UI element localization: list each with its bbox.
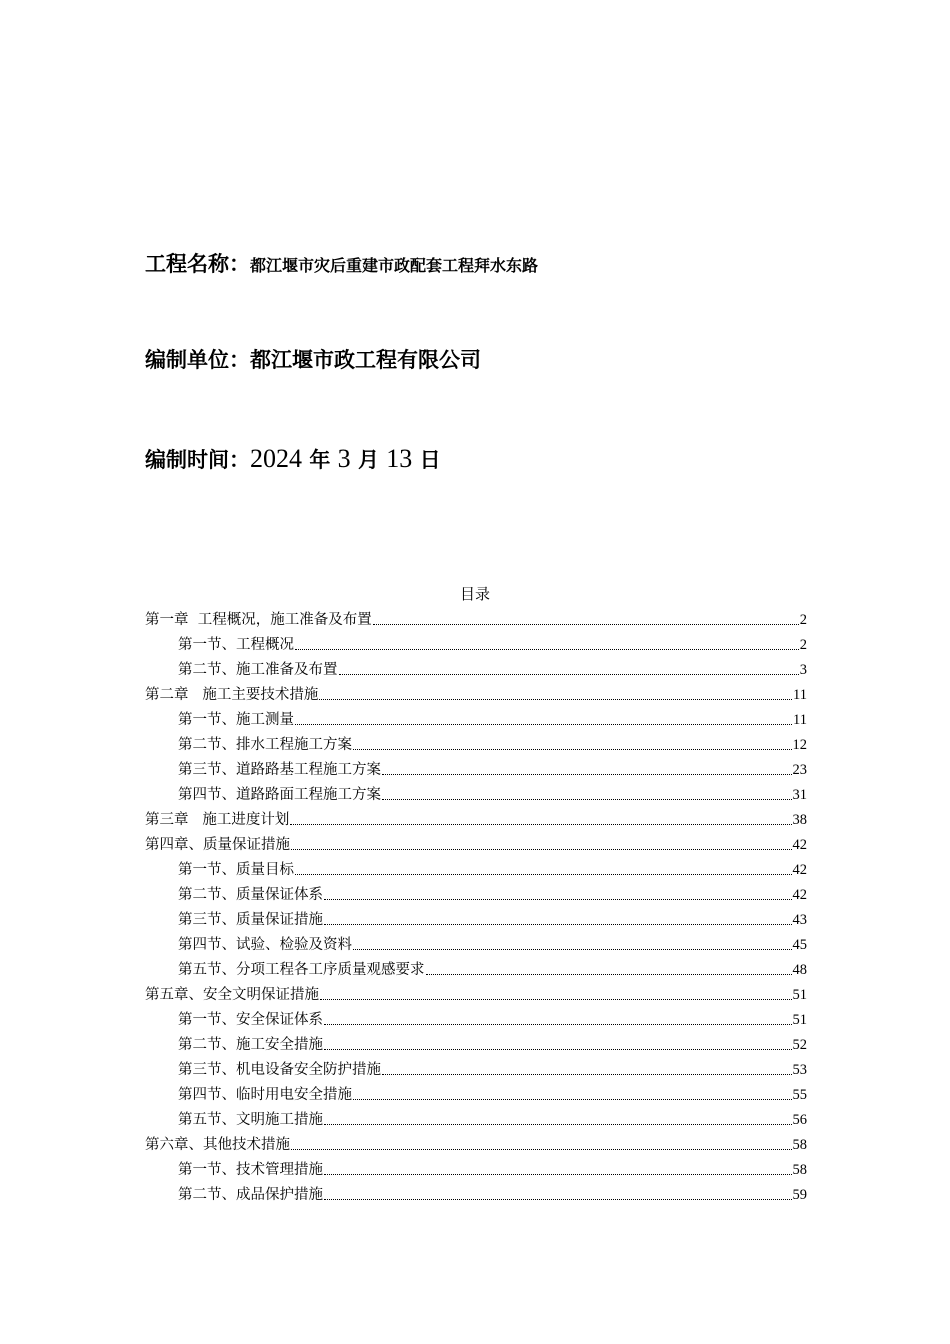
toc-entry-section[interactable] (145, 855, 807, 880)
toc-entry-page: 31 (792, 787, 807, 803)
toc-entry-text: 第三节、质量保证措施 (178, 912, 323, 928)
toc-entry-section[interactable] (145, 880, 807, 905)
toc-leader-dots (373, 624, 799, 625)
toc-entry-section[interactable] (145, 1055, 807, 1080)
toc-leader-dots (353, 749, 792, 750)
compiling-time-value (250, 444, 441, 473)
toc-entry-section[interactable] (145, 1105, 807, 1130)
toc-entry-chapter[interactable] (145, 830, 807, 855)
compiling-unit-row (145, 344, 481, 374)
toc-entry-page: 45 (792, 937, 807, 953)
toc-leader-dots (324, 1049, 792, 1050)
toc-entry-page: 52 (792, 1037, 807, 1053)
toc-entry-text: 第一节、工程概况 (178, 637, 294, 653)
toc-leader-dots (324, 1174, 792, 1175)
toc-entry-page: 53 (792, 1062, 807, 1078)
toc-entry-page: 42 (792, 837, 807, 853)
toc-entry-section[interactable] (145, 730, 807, 755)
toc-entry-text: 第二节、排水工程施工方案 (178, 737, 352, 753)
toc-entry-section[interactable] (145, 955, 807, 980)
date-month: 3 (337, 444, 351, 473)
toc-entry-chapter[interactable] (145, 980, 807, 1005)
toc-entry-section[interactable] (145, 655, 807, 680)
compiling-time-row (145, 444, 441, 474)
toc-entry-page: 48 (792, 962, 807, 978)
date-day-suffix: 日 (419, 448, 441, 472)
toc-entry-section[interactable] (145, 755, 807, 780)
toc-entry-section[interactable] (145, 1030, 807, 1055)
toc-leader-dots (291, 849, 792, 850)
project-name-label: 工程名称： (145, 252, 250, 276)
toc-title: 目录 (459, 585, 490, 603)
toc-entry-text: 第五节、文明施工措施 (178, 1112, 323, 1128)
toc-leader-dots (324, 899, 792, 900)
compiling-unit-value: 都江堰市政工程有限公司 (250, 348, 481, 372)
toc-entry-text: 第四节、临时用电安全措施 (178, 1087, 352, 1103)
toc-entry-page: 58 (792, 1137, 807, 1153)
date-day: 13 (386, 444, 413, 473)
toc-entry-text: 第四节、试验、检验及资料 (178, 937, 352, 953)
toc-entry-page: 2 (799, 612, 807, 628)
toc-entry-text: 第一节、质量目标 (178, 862, 294, 878)
toc-entry-page: 43 (792, 912, 807, 928)
compiling-time-label: 编制时间： (145, 448, 250, 472)
toc-leader-dots (295, 874, 792, 875)
toc-entry-text: 第四节、道路路面工程施工方案 (178, 787, 381, 803)
toc-entry-page: 38 (792, 812, 807, 828)
toc-entry-page: 42 (792, 862, 807, 878)
date-year: 2024 (250, 444, 302, 473)
toc-entry-text: 第一章 工程概况，施工准备及布置 (145, 612, 372, 628)
toc-leader-dots (291, 1149, 792, 1150)
toc-entry-text: 第五章、安全文明保证措施 (145, 987, 319, 1003)
toc-entry-section[interactable] (145, 780, 807, 805)
toc-entry-text: 第二节、质量保证体系 (178, 887, 323, 903)
toc-entry-text: 第四章、质量保证措施 (145, 837, 290, 853)
toc-leader-dots (324, 1199, 792, 1200)
toc-entry-page: 11 (793, 712, 807, 728)
toc-entry-page: 2 (799, 637, 807, 653)
toc-entry-text: 第三章 施工进度计划 (145, 812, 290, 828)
toc-entry-section[interactable] (145, 1080, 807, 1105)
toc-entry-page: 56 (792, 1112, 807, 1128)
toc-entry-chapter[interactable] (145, 1130, 807, 1155)
toc-entry-text: 第二节、施工准备及布置 (178, 662, 338, 678)
toc-leader-dots (382, 774, 792, 775)
toc-entry-page: 59 (792, 1187, 807, 1203)
toc-entry-section[interactable] (145, 1005, 807, 1030)
toc-entry-page: 23 (792, 762, 807, 778)
toc-entry-section[interactable] (145, 930, 807, 955)
toc-leader-dots (353, 949, 792, 950)
project-name-value: 都江堰市灾后重建市政配套工程拜水东路 (250, 256, 539, 275)
date-month-suffix: 月 (357, 448, 379, 472)
toc-entry-text: 第六章、其他技术措施 (145, 1137, 290, 1153)
toc-entry-text: 第三节、机电设备安全防护措施 (178, 1062, 381, 1078)
toc-leader-dots (295, 724, 792, 725)
toc-leader-dots (382, 1074, 792, 1075)
toc-entry-section[interactable] (145, 905, 807, 930)
date-year-suffix: 年 (309, 448, 331, 472)
toc-leader-dots (339, 674, 799, 675)
toc-entry-text: 第三节、道路路基工程施工方案 (178, 762, 381, 778)
toc-leader-dots (382, 799, 792, 800)
toc-entry-section[interactable] (145, 705, 807, 730)
toc-entry-text: 第五节、分项工程各工序质量观感要求 (178, 962, 425, 978)
toc-entry-section[interactable] (145, 630, 807, 655)
toc-entry-page: 58 (792, 1162, 807, 1178)
toc-entry-text: 第一节、安全保证体系 (178, 1012, 323, 1028)
toc-leader-dots (324, 1024, 792, 1025)
toc-entry-page: 42 (792, 887, 807, 903)
toc-entry-page: 12 (792, 737, 807, 753)
toc-leader-dots (290, 824, 791, 825)
toc-entry-page: 51 (792, 1012, 807, 1028)
toc-entry-page: 11 (793, 687, 807, 703)
toc-entry-text: 第一节、施工测量 (178, 712, 294, 728)
compiling-unit-label: 编制单位： (145, 348, 250, 372)
toc-entry-chapter[interactable] (145, 805, 807, 830)
toc-entry-page: 51 (792, 987, 807, 1003)
toc-entry-text: 第二节、施工安全措施 (178, 1037, 323, 1053)
toc-leader-dots (319, 699, 792, 700)
toc-leader-dots (295, 649, 799, 650)
toc-entry-chapter[interactable] (145, 680, 807, 705)
table-of-contents (145, 605, 807, 1205)
toc-leader-dots (353, 1099, 792, 1100)
toc-entry-chapter[interactable] (145, 605, 807, 630)
toc-entry-text: 第一节、技术管理措施 (178, 1162, 323, 1178)
project-name-row (145, 248, 538, 278)
toc-entry-text: 第二节、成品保护措施 (178, 1187, 323, 1203)
toc-entry-section[interactable] (145, 1155, 807, 1180)
toc-entry-page: 3 (799, 662, 807, 678)
toc-entry-section[interactable] (145, 1180, 807, 1205)
toc-entry-page: 55 (792, 1087, 807, 1103)
toc-leader-dots (324, 924, 792, 925)
toc-entry-text: 第二章 施工主要技术措施 (145, 687, 319, 703)
toc-leader-dots (324, 1124, 792, 1125)
toc-leader-dots (320, 999, 792, 1000)
toc-leader-dots (426, 974, 792, 975)
